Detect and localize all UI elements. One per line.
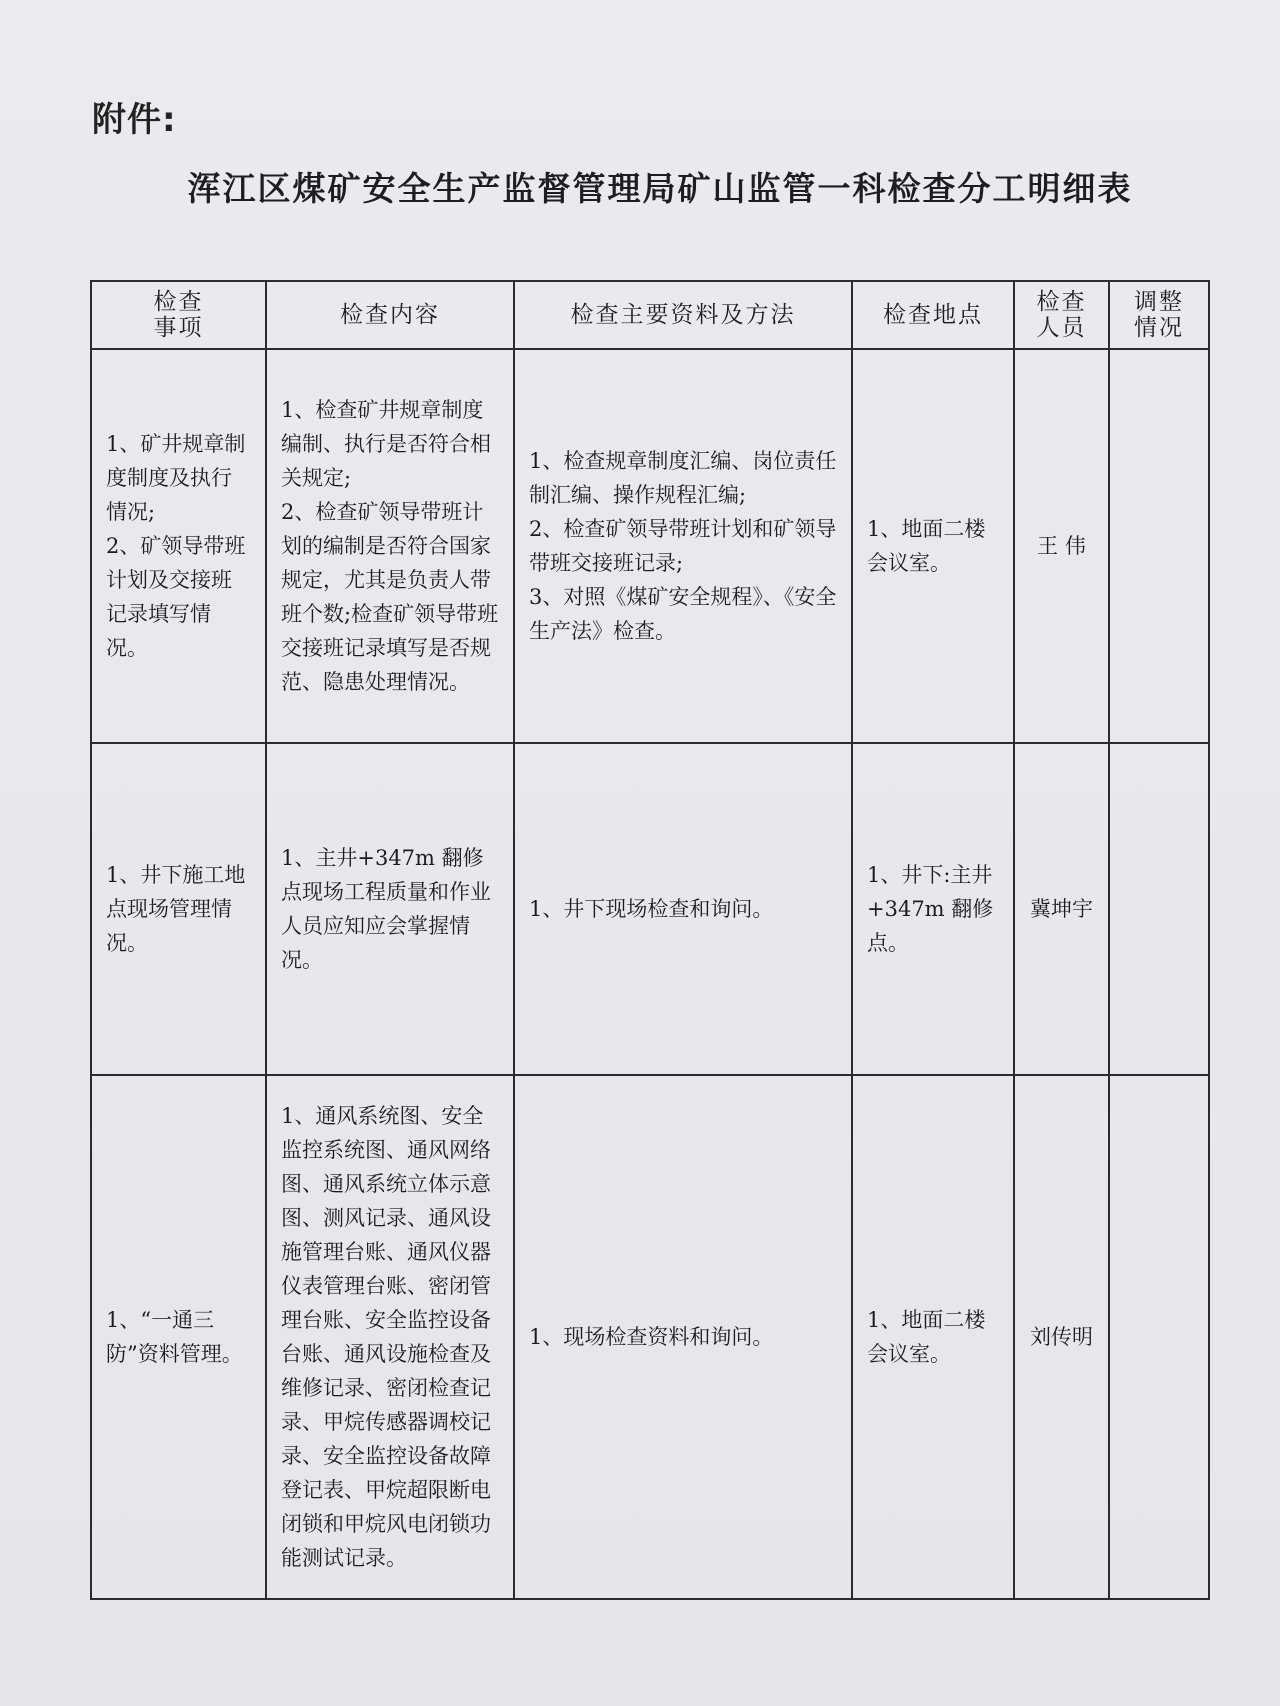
header-inspector: 检查 人员 (1014, 281, 1109, 349)
header-content: 检查内容 (266, 281, 514, 349)
cell-content: 1、检查矿井规章制度编制、执行是否符合相关规定; 2、检查矿领导带班计划的编制是否符合国家规定，尤其是负责人带班个数;检查矿领导带班交接班记录填写是否规范、隐患处理情况。 (266, 349, 514, 743)
cell-item: 1、矿井规章制度制度及执行情况; 2、矿领导带班计划及交接班记录填写情况。 (91, 349, 266, 743)
table-row (91, 349, 1209, 743)
cell-location: 1、井下:主井+347m 翻修点。 (852, 743, 1014, 1075)
cell-inspector: 刘传明 (1014, 1075, 1109, 1599)
attachment-label: 附件: (92, 100, 177, 140)
cell-inspector: 冀坤宇 (1014, 743, 1109, 1075)
cell-location: 1、地面二楼会议室。 (852, 349, 1014, 743)
cell-method: 1、现场检查资料和询问。 (514, 1075, 852, 1599)
header-location: 检查地点 (852, 281, 1014, 349)
cell-method: 1、检查规章制度汇编、岗位责任制汇编、操作规程汇编; 2、检查矿领导带班计划和矿领导带班交接班记录; 3、对照《煤矿安全规程》、《安全生产法》检查。 (514, 349, 852, 743)
header-method: 检查主要资料及方法 (514, 281, 852, 349)
header-adjustment: 调整 情况 (1109, 281, 1209, 349)
cell-inspector: 王 伟 (1014, 349, 1109, 743)
cell-adjustment (1109, 743, 1209, 1075)
header-item: 检查 事项 (91, 281, 266, 349)
table-header-row (91, 281, 1209, 349)
table-row (91, 1075, 1209, 1599)
cell-content: 1、主井+347m 翻修点现场工程质量和作业人员应知应会掌握情况。 (266, 743, 514, 1075)
cell-adjustment (1109, 349, 1209, 743)
cell-method: 1、井下现场检查和询问。 (514, 743, 852, 1075)
document-title: 浑江区煤矿安全生产监督管理局矿山监管一科检查分工明细表 (187, 169, 1133, 208)
cell-adjustment (1109, 1075, 1209, 1599)
cell-item: 1、井下施工地点现场管理情况。 (91, 743, 266, 1075)
cell-location: 1、地面二楼会议室。 (852, 1075, 1014, 1599)
table-row (91, 743, 1209, 1075)
cell-content: 1、通风系统图、安全监控系统图、通风网络图、通风系统立体示意图、测风记录、通风设施管理台账、通风仪器仪表管理台账、密闭管理台账、安全监控设备台账、通风设施检查及维修记录、密闭检查记录、甲烷传感器调校记录、安全监控设备故障登记表、甲烷超限断电闭锁和甲烷风电闭锁功能测试记录。 (266, 1075, 514, 1599)
cell-item: 1、“一通三防”资料管理。 (91, 1075, 266, 1599)
inspection-table (90, 280, 1210, 1600)
